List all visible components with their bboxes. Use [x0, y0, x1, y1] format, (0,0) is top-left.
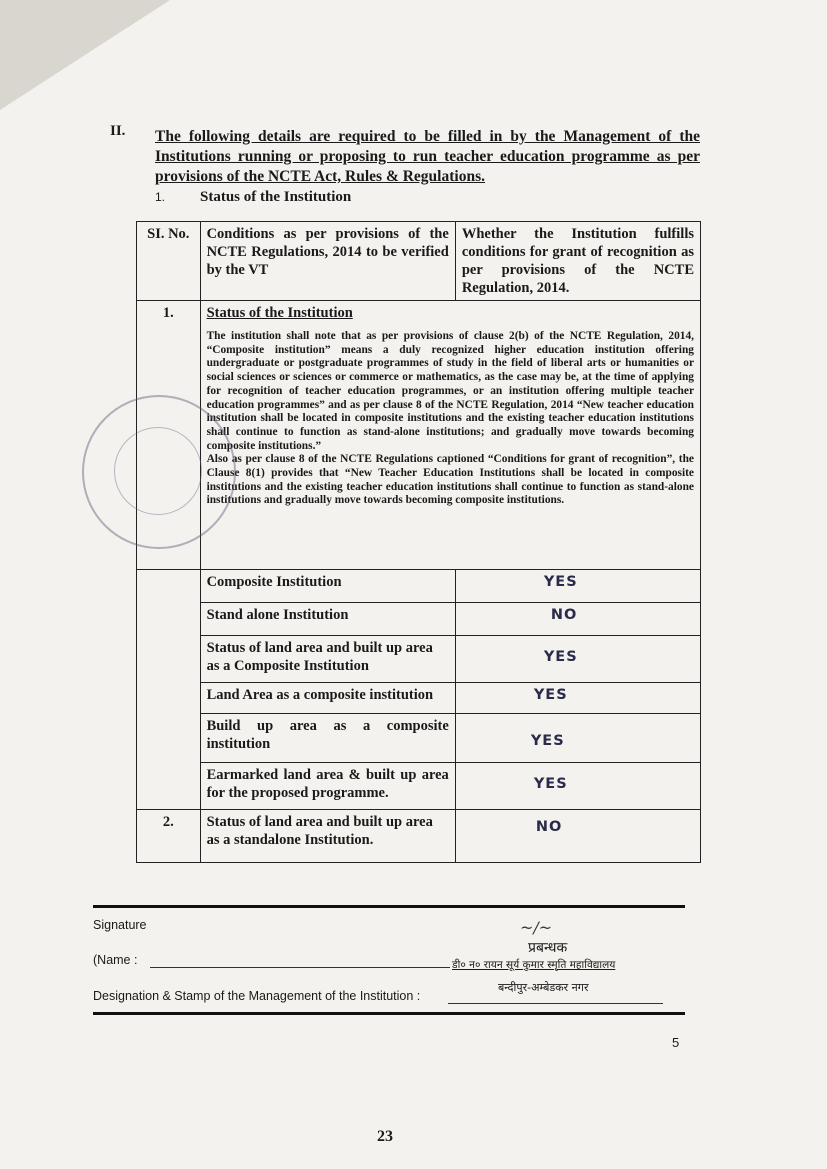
college-address-hindi: बन्दीपुर-अम्बेडकर नगर	[498, 981, 589, 994]
row-answer: NO	[455, 810, 700, 863]
signature-scrawl: ~/~	[520, 918, 553, 937]
row-sl: 1.	[137, 301, 201, 570]
table-row	[137, 603, 701, 636]
page-corner-fold	[0, 0, 170, 110]
header-fulfils: Whether the Institution fulfills conditions for grant of recognition as per provisions of the NCTE Regulation, 2014.	[455, 222, 700, 301]
signature-label: Signature	[93, 918, 147, 932]
row-condition: Status of land area and built up area as a standalone Institution.	[200, 810, 455, 863]
designation-underline	[448, 1003, 663, 1004]
clause-text	[207, 330, 694, 508]
name-label: (Name :	[93, 953, 138, 967]
footer-rule-top	[93, 905, 685, 908]
table-header-row	[137, 222, 701, 301]
row-answer: YES	[455, 636, 700, 683]
row-answer: YES	[455, 570, 700, 603]
clause-paragraph-2: Also as per clause 8 of the NCTE Regulations captioned “Conditions for grant of recognition”, the Clause 8(1) provides that “New Teacher Education Institutions shall be located in composite institutions and the existing teacher education institutions shall continue to function as stand-alone institutions and gradually move towards becoming composite institutions.	[206, 453, 694, 507]
table-row	[137, 636, 701, 683]
subsection-number: 1.	[155, 190, 166, 204]
row-condition: Build up area as a composite institution	[200, 714, 455, 763]
stamp-inner-ring	[114, 427, 202, 515]
row-condition: Earmarked land area & built up area for the proposed programme.	[200, 763, 455, 810]
section-heading: The following details are required to be filled in by the Management of the Institutions running or proposing to run teacher education programme as per provisions of the NCTE Act, Rules & Regulations.	[155, 128, 700, 185]
page-number-small: 5	[672, 1035, 680, 1050]
header-conditions: Conditions as per provisions of the NCTE Regulations, 2014 to be verified by the VT	[200, 222, 455, 301]
page-number: 23	[377, 1128, 393, 1145]
clause-paragraph-1: The institution shall note that as per provisions of clause 2(b) of the NCTE Regulation, 2014, “Composite institution” means a duly recognized higher education institution offering undergraduate or postgraduate programmes of study in the field of liberal arts or humanities or social sciences or sciences or commerce or mathematics, as the case may be, at the time of applying for recognition of teacher education programmes, or an institution offering multiple teacher education programmes” and as per clause 8 of the NCTE Regulation, 2014 “New teacher education institution shall be located in composite institutions and the existing teacher education institutions shall continue to function as stand-alone institutions; and gradually move towards becoming composite institutions.”	[206, 330, 694, 452]
row-condition: Status of land area and built up area as a Composite Institution	[200, 636, 455, 683]
table-row	[137, 570, 701, 603]
name-underline	[150, 967, 450, 968]
row-answer: NO	[455, 603, 700, 636]
row-answer: YES	[455, 683, 700, 714]
designation-hindi: प्रबन्धक	[528, 940, 568, 956]
header-sl-no: SI. No.	[137, 222, 201, 301]
row-answer: YES	[455, 714, 700, 763]
table-row	[137, 683, 701, 714]
table-row	[137, 810, 701, 863]
row-condition: Composite Institution	[200, 570, 455, 603]
section-number: II.	[110, 123, 126, 139]
designation-label: Designation & Stamp of the Management of the Institution :	[93, 989, 421, 1003]
subsection-title: Status of the Institution	[200, 189, 352, 205]
row-answer: YES	[455, 763, 700, 810]
clause-title: Status of the Institution	[206, 305, 353, 321]
row-sl-blank	[137, 570, 201, 810]
row-condition: Land Area as a composite institution	[200, 683, 455, 714]
college-name-hindi: डी० न० रायन सूर्य कुमार स्मृति महाविद्यालय	[452, 959, 616, 971]
conditions-table	[136, 221, 701, 863]
clause-cell	[200, 301, 700, 570]
row-condition: Stand alone Institution	[200, 603, 455, 636]
table-row	[137, 714, 701, 763]
table-row	[137, 763, 701, 810]
institution-stamp	[82, 395, 236, 549]
row-sl: 2.	[137, 810, 201, 863]
footer-rule-bottom	[93, 1012, 685, 1015]
